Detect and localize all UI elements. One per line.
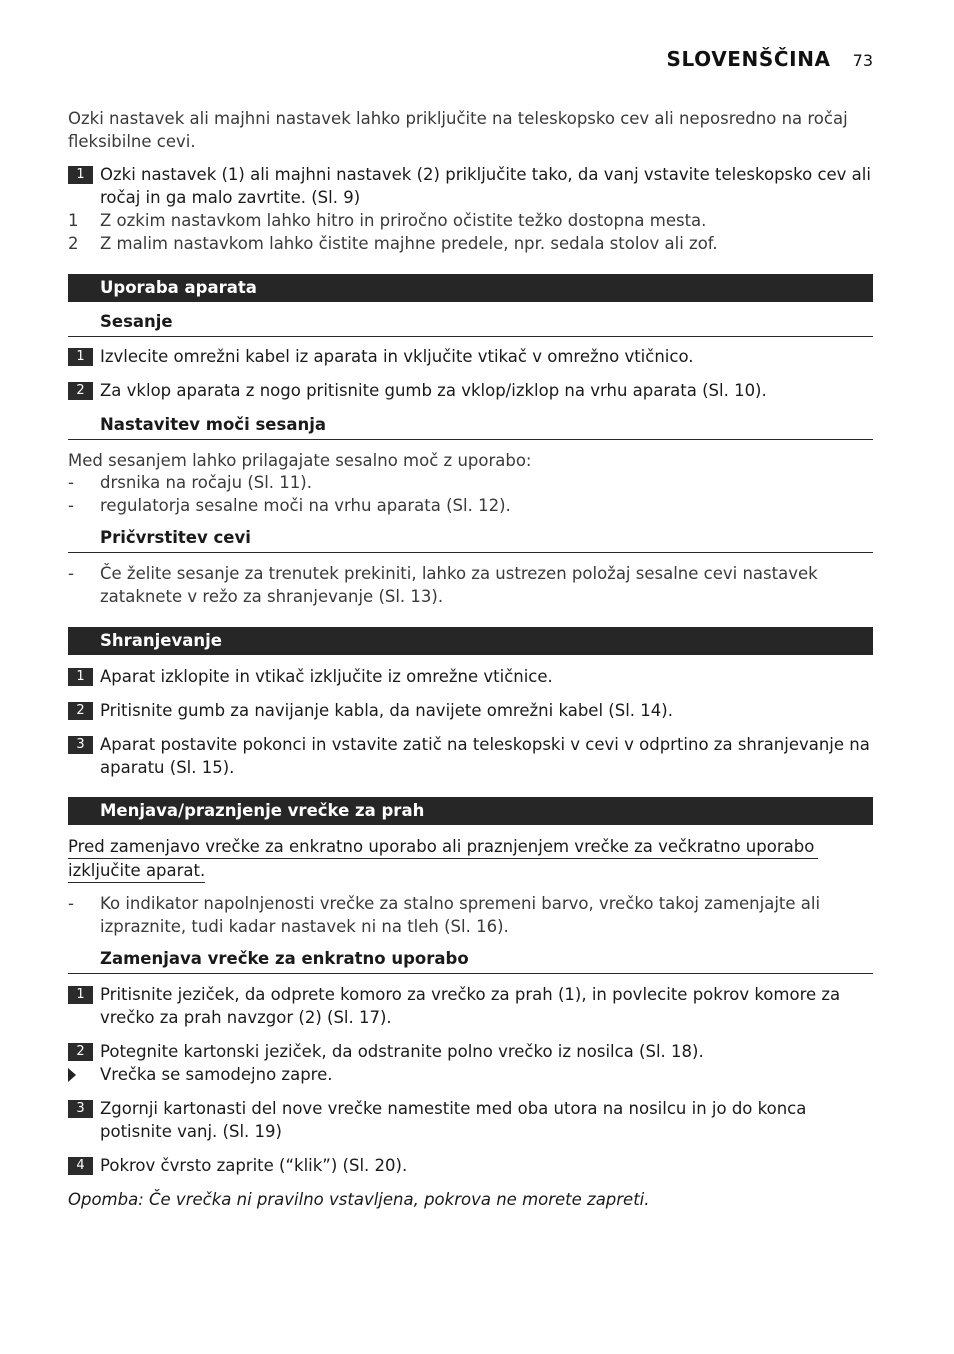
disposable-step-4 — [68, 1154, 873, 1177]
step-text: Aparat postavite pokonci in vstavite zatič na teleskopski v cevi v odprtino za shranjevanje na aparatu (Sl. 15). — [100, 735, 870, 777]
attach-note-1 — [68, 209, 873, 232]
subheading-text: Nastavitev moči sesanja — [100, 415, 326, 434]
power-intro: Med sesanjem lahko prilagajate sesalno moč z uporabo: — [68, 451, 532, 470]
step-number: 2 — [68, 702, 93, 720]
section-heading-use — [68, 274, 873, 302]
step-number: 1 — [68, 986, 93, 1004]
section-heading-text: Menjava/praznjenje vrečke za prah — [100, 801, 425, 820]
note-number: 1 — [68, 211, 79, 230]
intro-paragraph: Ozki nastavek ali majhni nastavek lahko priključite na teleskopsko cev ali neposredno na ročaj fleksibilne cevi. — [68, 109, 848, 151]
vacuum-step-1 — [68, 345, 873, 368]
step-text: Izvlecite omrežni kabel iz aparata in vključite vtikač v omrežno vtičnico. — [100, 347, 694, 366]
step-number: 2 — [68, 382, 93, 400]
storage-step-1 — [68, 665, 873, 688]
step-text: Zgornji kartonasti del nove vrečke namestite med oba utora na nosilcu in jo do konca potisnite vanj. (Sl. 19) — [100, 1099, 807, 1141]
storage-step-2 — [68, 699, 873, 722]
step-number: 2 — [68, 1043, 93, 1061]
result-text: Vrečka se samodejno zapre. — [100, 1065, 333, 1084]
step-text: Pritisnite gumb za navijanje kabla, da navijete omrežni kabel (Sl. 14). — [100, 701, 673, 720]
step-number: 1 — [68, 668, 93, 686]
note-paragraph: Opomba: Če vrečka ni pravilno vstavljena, pokrova ne morete zapreti. — [68, 1190, 650, 1209]
section-heading-text: Shranjevanje — [100, 631, 222, 650]
disposable-step-1 — [68, 983, 873, 1029]
step-text: Za vklop aparata z nogo pritisnite gumb za vklop/izklop na vrhu aparata (Sl. 10). — [100, 381, 767, 400]
step-number: 3 — [68, 736, 93, 754]
note-text: Z ozkim nastavkom lahko hitro in priročno očistite težko dostopna mesta. — [100, 211, 707, 230]
note-text: Z malim nastavkom lahko čistite majhne predele, npr. sedala stolov ali zof. — [100, 234, 718, 253]
dash-bullet: - — [68, 564, 74, 583]
language-title: SLOVENŠČINA — [666, 47, 831, 71]
step-text: Ozki nastavek (1) ali majhni nastavek (2) priključite tako, da vanj vstavite teleskopsko cev ali ročaj in ga malo zavrtite. (Sl. 9) — [100, 165, 871, 207]
subheading-suction-power — [68, 414, 873, 440]
power-item-1 — [68, 471, 873, 494]
storage-step-3 — [68, 733, 873, 779]
page-number: 73 — [852, 51, 873, 70]
item-text: Če želite sesanje za trenutek prekiniti, lahko za ustrezen položaj sesalne cevi nastavek zataknete v režo za shranjevanje (Sl. 13). — [100, 564, 818, 606]
step-number: 1 — [68, 348, 93, 366]
step-text: Aparat izklopite in vtikač izključite iz omrežne vtičnice. — [100, 667, 553, 686]
section-heading-text: Uporaba aparata — [100, 278, 257, 297]
dash-bullet: - — [68, 473, 74, 492]
dash-bullet: - — [68, 496, 74, 515]
result-arrow-icon — [68, 1068, 76, 1082]
section-heading-dustbag — [68, 797, 873, 825]
warning-line: izključite aparat. — [68, 859, 205, 883]
step-number: 4 — [68, 1157, 93, 1175]
subheading-vacuuming — [68, 311, 873, 337]
power-item-2 — [68, 494, 873, 517]
subheading-tube-parking — [68, 527, 873, 553]
park-item-1 — [68, 562, 873, 608]
attach-note-2 — [68, 232, 873, 255]
subheading-text: Zamenjava vrečke za enkratno uporabo — [100, 949, 469, 968]
disposable-step-2 — [68, 1040, 873, 1063]
item-text: drsnika na ročaju (Sl. 11). — [100, 473, 312, 492]
step-text: Potegnite kartonski jeziček, da odstranite polno vrečko iz nosilca (Sl. 18). — [100, 1042, 704, 1061]
dash-bullet: - — [68, 894, 74, 913]
attach-step-1 — [68, 163, 873, 209]
step-number: 1 — [68, 166, 93, 184]
dustbag-warning — [68, 835, 818, 883]
note-number: 2 — [68, 234, 79, 253]
disposable-result — [68, 1063, 873, 1086]
section-heading-storage — [68, 627, 873, 655]
step-number: 3 — [68, 1100, 93, 1118]
page-header — [0, 47, 873, 77]
dustbag-item-1 — [68, 892, 873, 938]
item-text: regulatorja sesalne moči na vrhu aparata (Sl. 12). — [100, 496, 511, 515]
subheading-disposable-bag — [68, 948, 873, 974]
subheading-text: Sesanje — [100, 312, 173, 331]
disposable-step-3 — [68, 1097, 873, 1143]
item-text: Ko indikator napolnjenosti vrečke za stalno spremeni barvo, vrečko takoj zamenjajte ali izpraznite, tudi kadar nastavek ni na tleh (Sl. 16). — [100, 894, 821, 936]
step-text: Pritisnite jeziček, da odprete komoro za vrečko za prah (1), in povlecite pokrov komore za vrečko za prah navzgor (2) (Sl. 17). — [100, 985, 841, 1027]
warning-line: Pred zamenjavo vrečke za enkratno uporabo ali praznjenjem vrečke za večkratno uporabo — [68, 835, 818, 859]
vacuum-step-2 — [68, 379, 873, 402]
step-text: Pokrov čvrsto zaprite (“klik”) (Sl. 20). — [100, 1156, 408, 1175]
subheading-text: Pričvrstitev cevi — [100, 528, 251, 547]
